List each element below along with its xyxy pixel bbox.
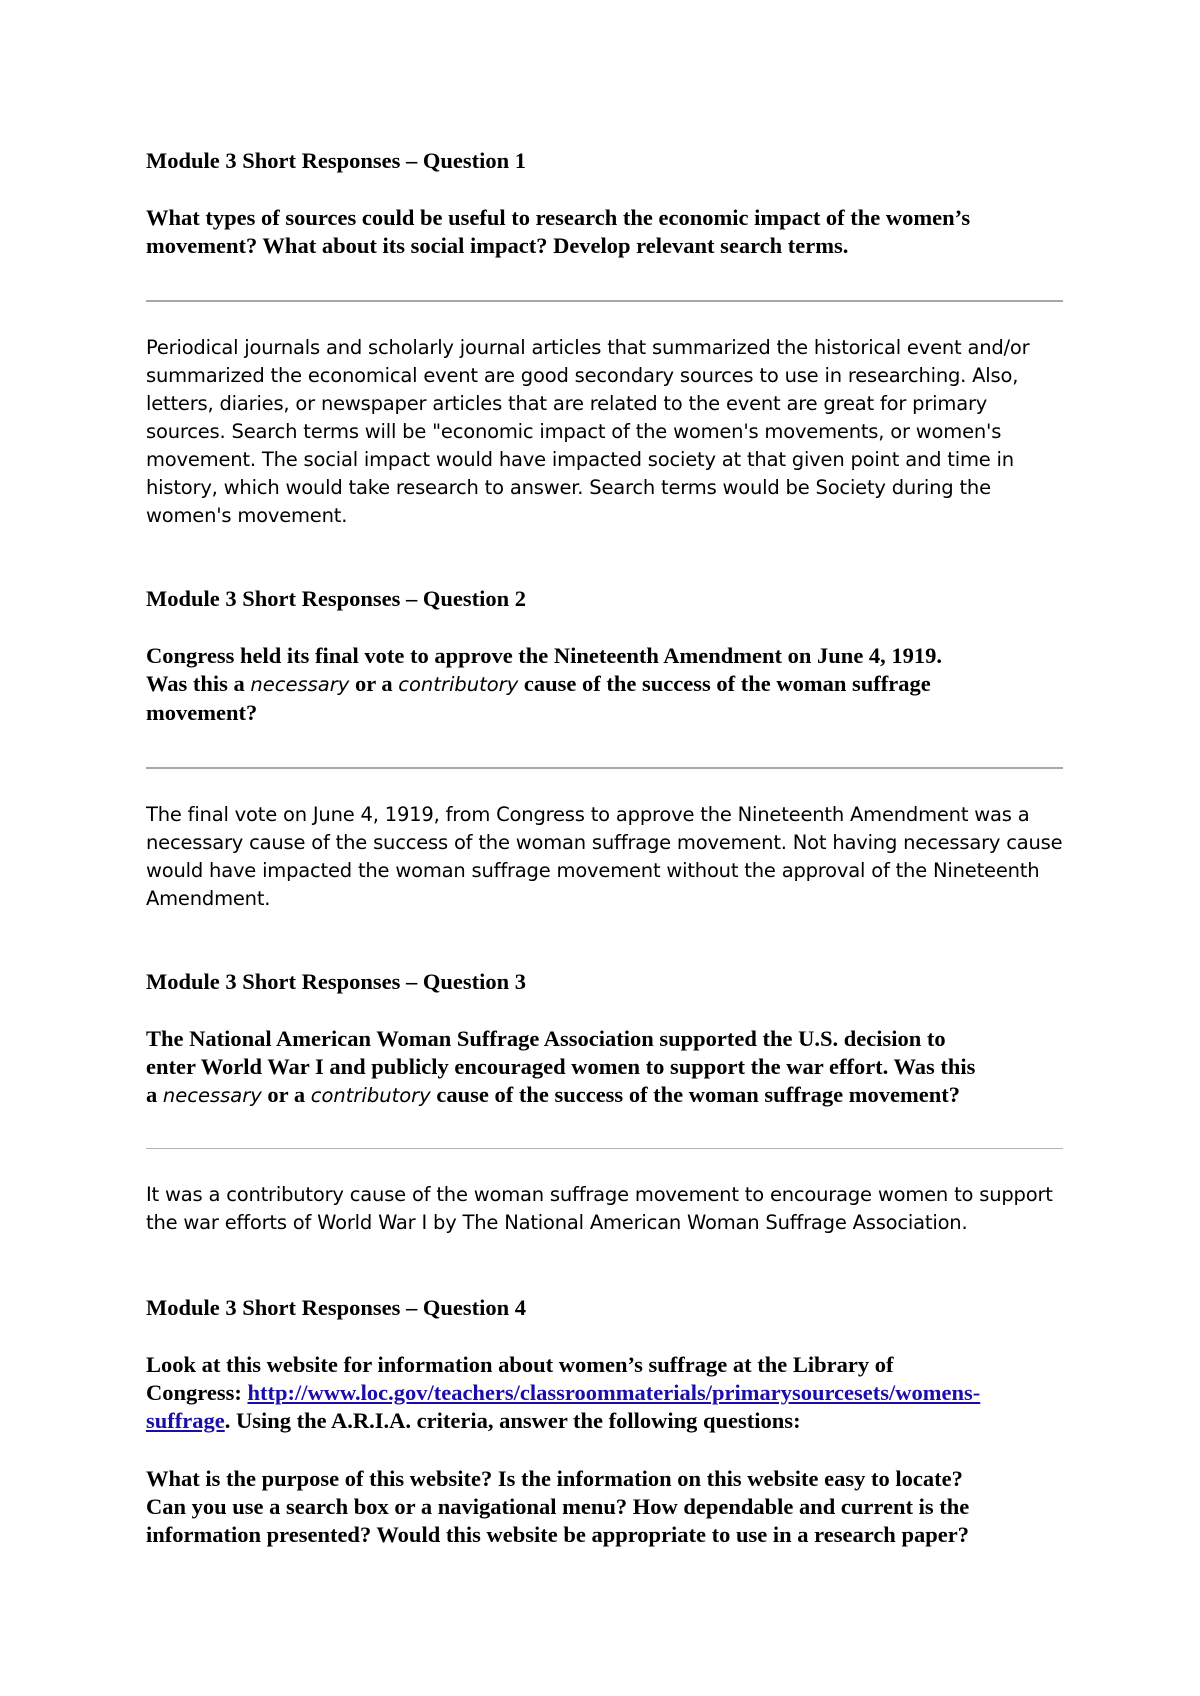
q3-answer-line: It was a contributory cause of the woman suffrage movement to encourage women to support (146, 1183, 1053, 1206)
q2-question-line (146, 670, 1066, 699)
loc-website-link-continued[interactable]: suffrage (146, 1408, 225, 1433)
q2-question-text: Was this a (146, 671, 251, 696)
q3-question-line (146, 1081, 1066, 1110)
q4-question-line: What is the purpose of this website? Is the information on this website easy to locate? (146, 1466, 963, 1491)
q1-question-line: What types of sources could be useful to research the economic impact of the women’s (146, 205, 971, 230)
q4-intro (146, 1351, 1066, 1435)
q1-answer-line: movement. The social impact would have impacted society at that given point and time in (146, 448, 1014, 471)
q2-answer (146, 801, 1066, 913)
q1-answer-line: letters, diaries, or newspaper articles that are related to the event are great for primary (146, 392, 988, 415)
q2-emphasis-necessary: necessary (250, 673, 350, 696)
q3-heading: Module 3 Short Responses – Question 3 (146, 969, 527, 994)
q4-intro-text: Congress: (146, 1380, 248, 1405)
q2-answer-line: Amendment. (146, 887, 271, 910)
q1-answer-line: summarized the economical event are good secondary sources to use in researching. Also, (146, 364, 1019, 387)
q4-question-line: Can you use a search box or a navigational menu? How dependable and current is the (146, 1494, 970, 1519)
q3-question-text: a (146, 1082, 163, 1107)
answer-divider (146, 767, 1063, 769)
q4-questions (146, 1465, 1066, 1549)
q4-intro-line (146, 1379, 1066, 1407)
q3-question-text: or a (261, 1082, 311, 1107)
q4-intro-line: Look at this website for information about women’s suffrage at the Library of (146, 1352, 894, 1377)
q2-answer-line: would have impacted the woman suffrage movement without the approval of the Nineteenth (146, 859, 1040, 882)
q4-heading: Module 3 Short Responses – Question 4 (146, 1295, 527, 1320)
answer-divider (146, 300, 1063, 302)
q2-heading: Module 3 Short Responses – Question 2 (146, 586, 527, 611)
q2-emphasis-contributory: contributory (398, 673, 519, 696)
q2-question (146, 642, 1066, 727)
q3-answer-line: the war efforts of World War I by The National American Woman Suffrage Association. (146, 1211, 968, 1234)
q3-answer (146, 1181, 1066, 1237)
q1-answer (146, 334, 1066, 530)
q1-heading: Module 3 Short Responses – Question 1 (146, 148, 527, 173)
q4-intro-text: . Using the A.R.I.A. criteria, answer the following questions: (224, 1408, 801, 1433)
q1-answer-line: sources. Search terms will be "economic impact of the women's movements, or women's (146, 420, 1002, 443)
q3-question (146, 1025, 1066, 1110)
q2-answer-line: necessary cause of the success of the woman suffrage movement. Not having necessary cause (146, 831, 1063, 854)
q2-question-text: or a (349, 671, 399, 696)
q1-question-line: movement? What about its social impact? Develop relevant search terms. (146, 233, 849, 258)
q1-question (146, 204, 1066, 260)
q1-answer-line: history, which would take research to answer. Search terms would be Society during the (146, 476, 991, 499)
q4-question-line: information presented? Would this website be appropriate to use in a research paper? (146, 1522, 969, 1547)
q2-question-line: movement? (146, 700, 258, 725)
q3-question-text: cause of the success of the woman suffrage movement? (430, 1082, 960, 1107)
q1-answer-line: Periodical journals and scholarly journal articles that summarized the historical event and/or (146, 336, 1030, 359)
answer-divider (146, 1148, 1063, 1149)
q2-question-text: cause of the success of the woman suffrage (518, 671, 931, 696)
q4-intro-line (146, 1407, 1066, 1435)
q3-emphasis-necessary: necessary (162, 1084, 262, 1107)
q2-question-line: Congress held its final vote to approve the Nineteenth Amendment on June 4, 1919. (146, 643, 943, 668)
q3-emphasis-contributory: contributory (310, 1084, 431, 1107)
loc-website-link[interactable]: http://www.loc.gov/teachers/classroommaterials/primarysourcesets/womens- (247, 1380, 981, 1405)
q1-answer-line: women's movement. (146, 504, 348, 527)
q3-question-line: The National American Woman Suffrage Association supported the U.S. decision to (146, 1026, 946, 1051)
q3-question-line: enter World War I and publicly encouraged women to support the war effort. Was this (146, 1054, 976, 1079)
q2-answer-line: The final vote on June 4, 1919, from Congress to approve the Nineteenth Amendment was a (146, 803, 1030, 826)
